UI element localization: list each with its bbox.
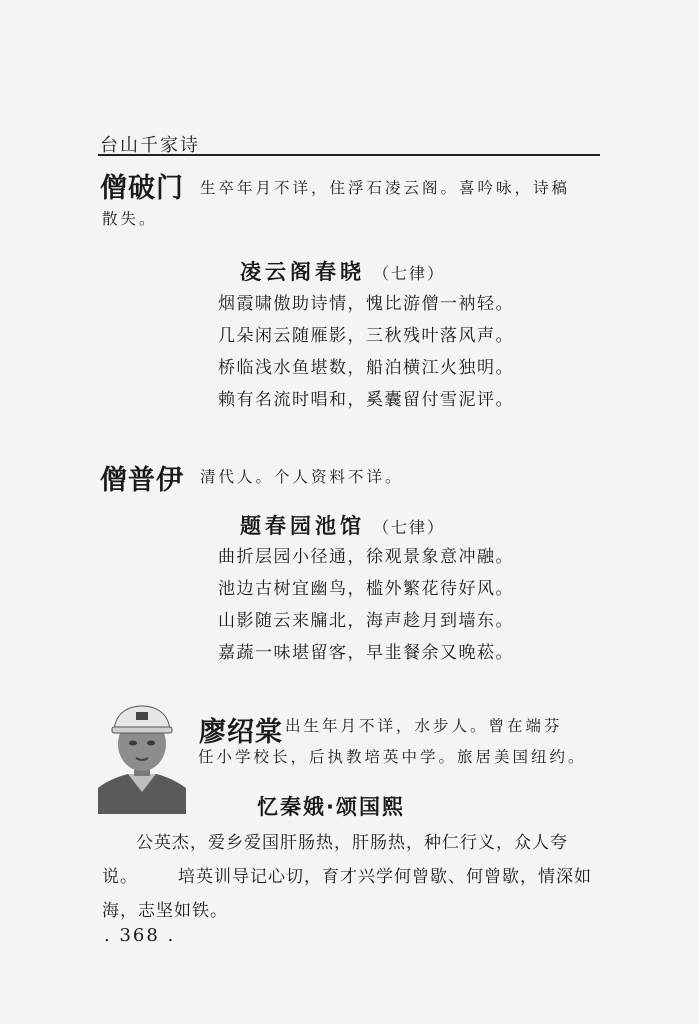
poem-body [218,541,514,669]
author-bio-line: 散失。 [102,210,158,228]
poem-line: 曲折层园小径通，徐观景象意冲融。 [218,547,514,567]
ci-poem-part: 公英杰，爱乡爱国肝肠热，肝肠热，种仁行义，众人夸说。 [102,833,568,887]
poem-title-text: 题春园池馆 [240,514,365,538]
running-header: 台山千家诗 [100,135,200,156]
author-bio-line: 任小学校长，后执教培英中学。旅居美国纽约。 [198,748,587,766]
author-name: 廖绍棠 [199,717,283,748]
poem-body [218,288,514,416]
ci-poem-text [102,826,602,928]
author-portrait [98,700,186,814]
ci-poem-part: 培英训导记心切，育才兴学何曾歇、何曾歇，情深如海，志坚如铁。 [102,867,592,921]
poem-title [240,510,445,540]
poem-line: 山影随云来牖北，海声趁月到墙东。 [218,611,514,631]
header-rule [98,154,600,156]
poem-line: 桥临浅水鱼堪数，船泊横江火独明。 [218,358,514,378]
author-name: 僧破门 [100,173,184,204]
page-number: . 368 . [104,925,176,946]
poem-line: 几朵闲云随雁影，三秋残叶落风声。 [218,326,514,346]
poem-title [240,256,445,286]
poem-form: （七律） [373,264,446,283]
poem-line: 池边古树宜幽鸟，槛外繁花待好风。 [218,579,514,599]
author-name: 僧普伊 [100,465,184,496]
author-bio-line: 出生年月不详，水步人。曾在端芬 [285,717,563,735]
poem-line: 嘉蔬一味堪留客，早韭餐余又晚菘。 [218,643,514,663]
author-bio-line: 清代人。个人资料不详。 [200,468,404,486]
poem-line: 赖有名流时唱和，奚囊留付雪泥评。 [218,390,514,410]
poem-title-text: 凌云阁春晓 [240,260,365,284]
poem-line: 烟霞啸傲助诗情，愧比游僧一衲轻。 [218,294,514,314]
author-bio-line: 生卒年月不详，住浮石凌云阁。喜吟咏，诗稿 [200,179,571,197]
poem-form: （七律） [373,518,446,537]
poem-title: 忆秦娥·颂国熙 [257,795,405,819]
